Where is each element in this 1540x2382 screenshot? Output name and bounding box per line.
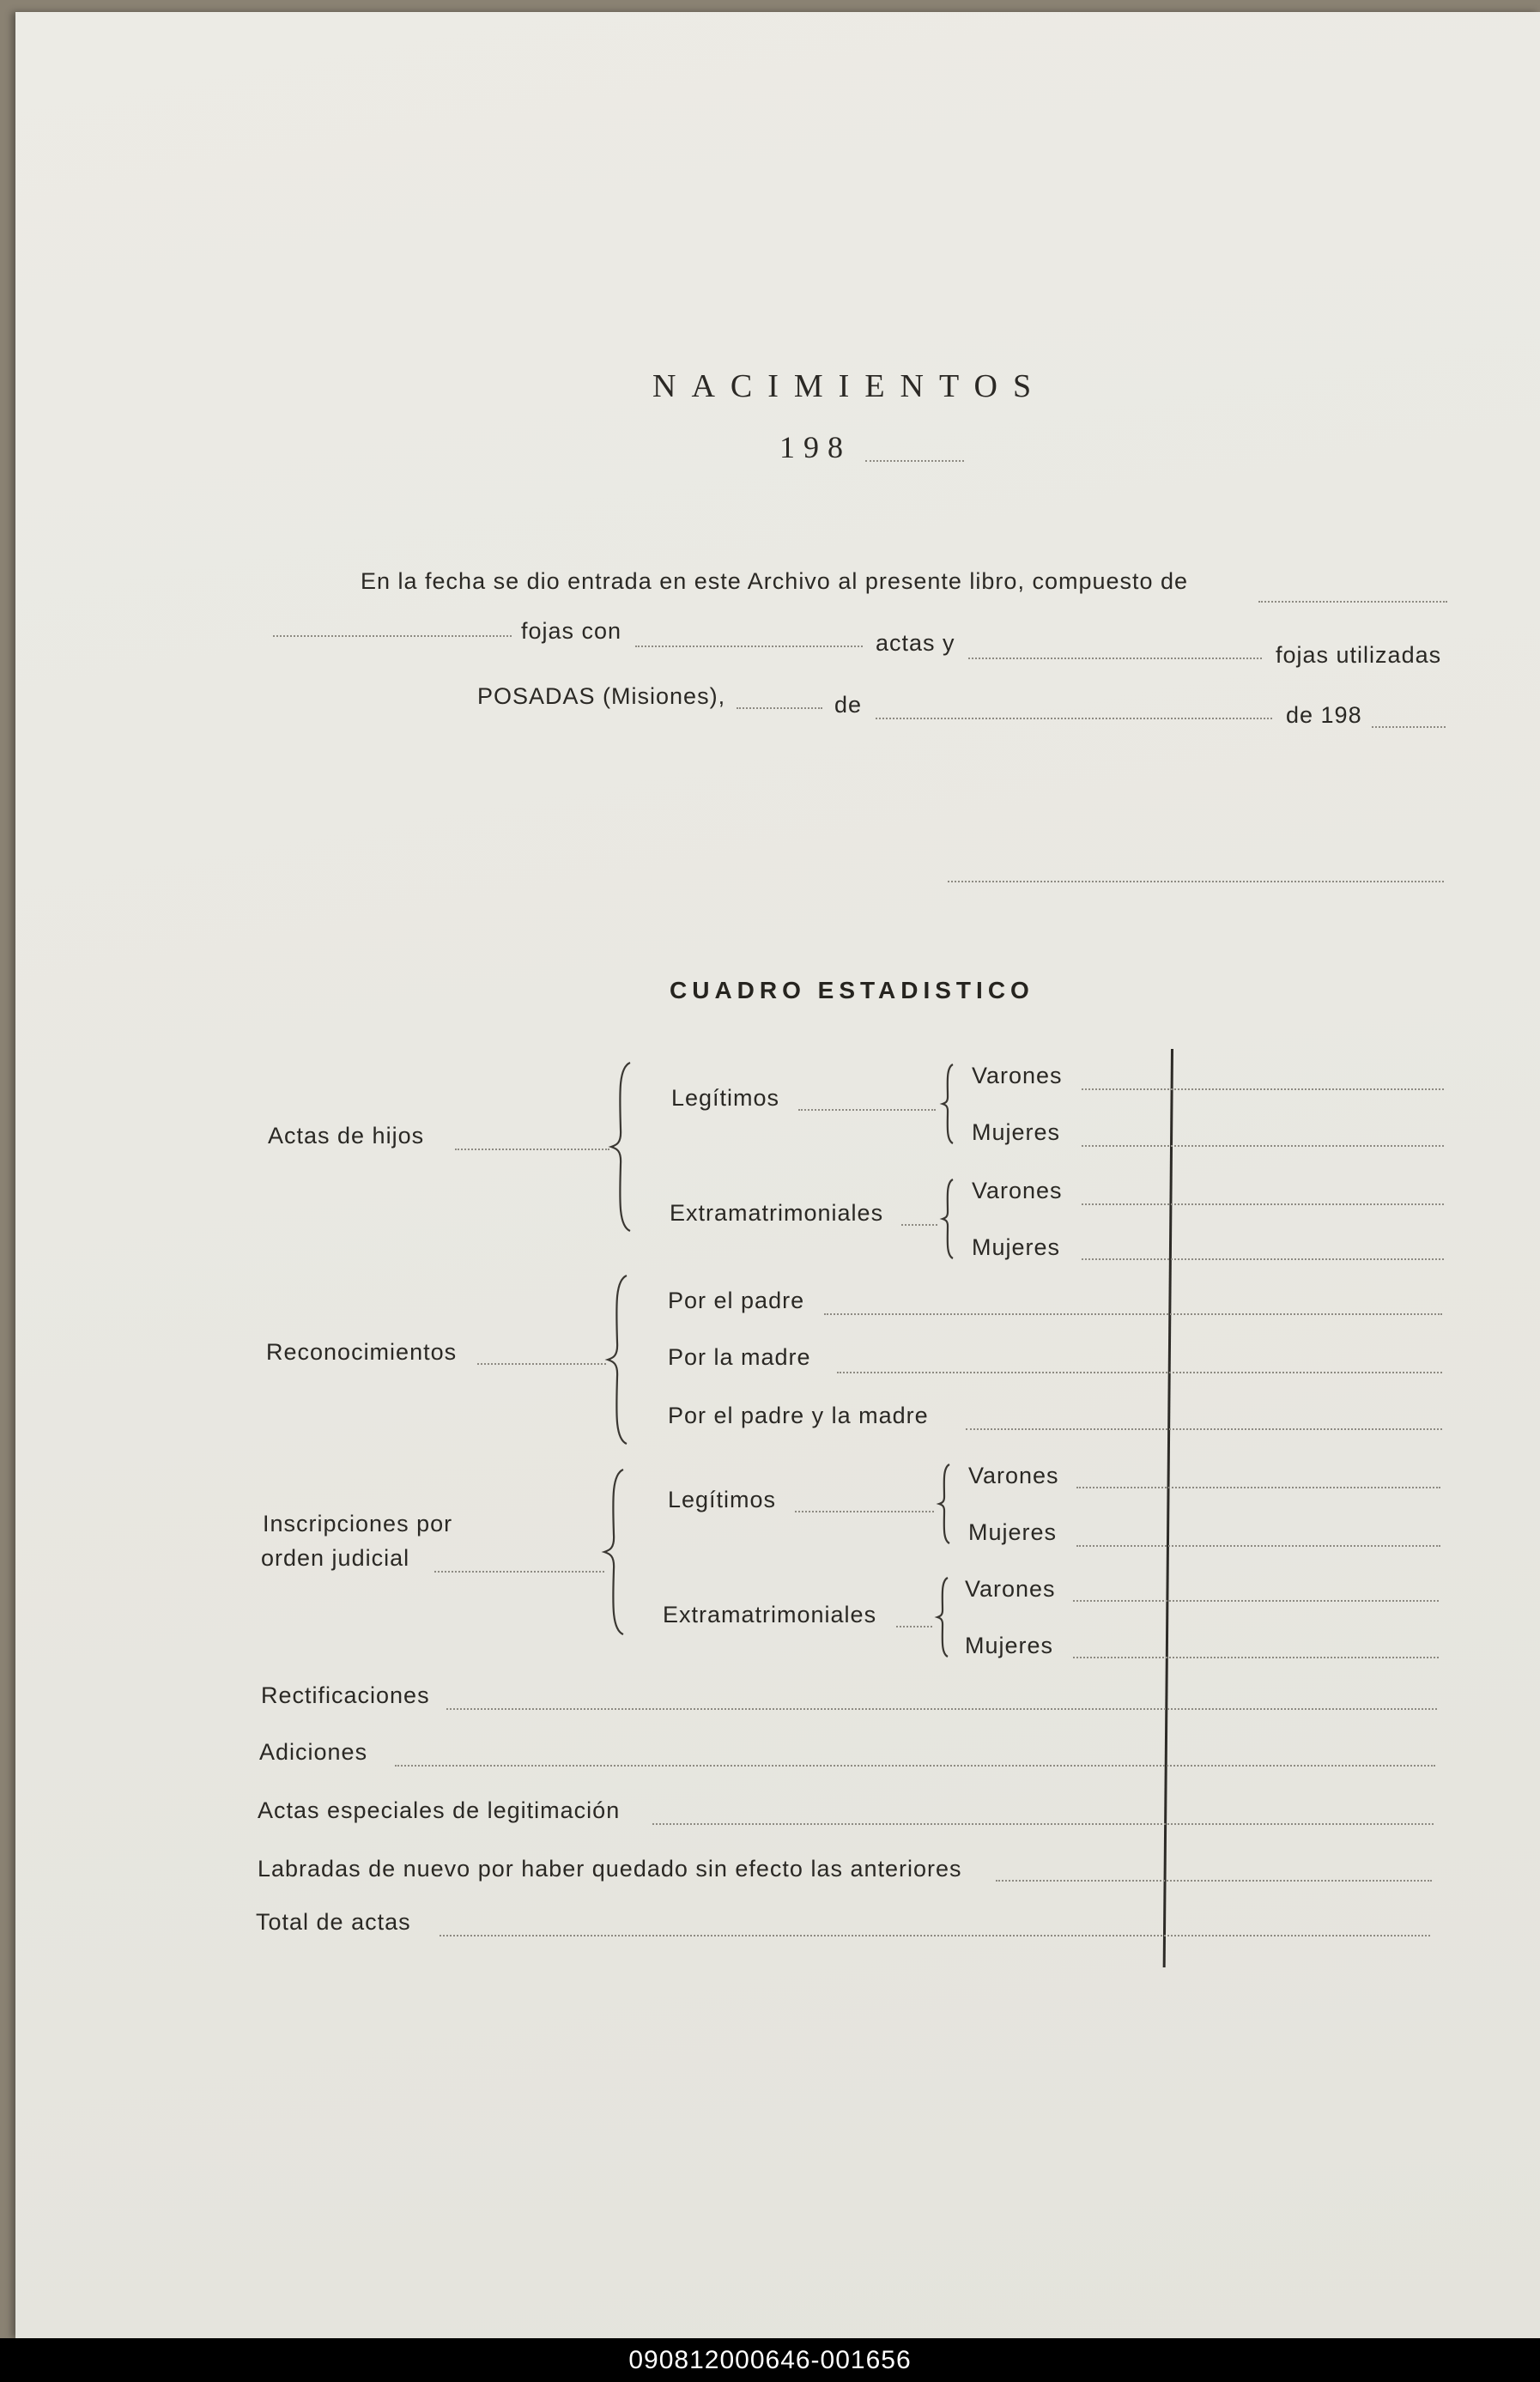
fojas-con-label: fojas con [521,618,622,644]
ins-leg-varones-label: Varones [968,1463,1059,1488]
ins-leg-mujeres-label: Mujeres [968,1519,1058,1545]
leader-dots [795,1511,934,1512]
row-actas-especiales-field[interactable] [652,1823,1434,1825]
reconocimientos-label: Reconocimientos [266,1339,458,1365]
ah-ext-varones-label: Varones [972,1178,1063,1203]
entry-line1: En la fecha se dio entrada en este Archivo al presente libro, compuesto de [361,568,1189,594]
ins-leg-varones-field[interactable] [1076,1487,1440,1488]
row-labradas-field[interactable] [996,1880,1432,1882]
ins-leg-mujeres-field[interactable] [1076,1545,1440,1547]
row-labradas-label: Labradas de nuevo por haber quedado sin efecto las anteriores [258,1856,962,1882]
ins-ext-varones-field[interactable] [1073,1600,1439,1602]
brace-actas-hijos [609,1061,635,1233]
brace-reconocimientos [606,1274,632,1446]
ah-ext-mujeres-field[interactable] [1082,1258,1444,1260]
row-total-field[interactable] [440,1935,1430,1937]
fojas-count-blank[interactable] [1258,601,1447,603]
row-total-label: Total de actas [256,1909,411,1935]
rec-madre-field[interactable] [837,1372,1442,1373]
inscripciones-label-2: orden judicial [261,1545,410,1571]
fojas-utilizadas-label: fojas utilizadas [1276,642,1442,668]
row-rectificaciones-field[interactable] [446,1708,1437,1710]
signature-line[interactable] [948,881,1444,882]
ah-legitimos-label: Legítimos [671,1085,780,1111]
leader-dots [455,1149,609,1150]
document-id: 090812000646-001656 [628,2346,912,2374]
row-actas-especiales-label: Actas especiales de legitimación [258,1797,621,1823]
leader-dots [901,1224,937,1226]
actas-hijos-label: Actas de hijos [268,1123,425,1149]
rec-madre-label: Por la madre [668,1344,811,1370]
statistics-title: CUADRO ESTADISTICO [670,977,1034,1003]
ins-ext-mujeres-label: Mujeres [965,1633,1054,1658]
row-adiciones-label: Adiciones [259,1739,368,1765]
entry-year-blank[interactable] [1372,726,1446,728]
leader-dots [798,1109,936,1111]
year-blank[interactable] [865,460,964,462]
ah-leg-varones-label: Varones [972,1063,1063,1088]
brace-ins-legitimos [937,1463,955,1545]
brace-ah-legitimos [941,1063,958,1145]
ins-legitimos-label: Legítimos [668,1487,777,1512]
month-blank[interactable] [876,718,1272,719]
ah-leg-mujeres-field[interactable] [1082,1145,1444,1147]
place-label: POSADAS (Misiones), [477,683,726,709]
rec-ambos-label: Por el padre y la madre [668,1403,929,1428]
actas-count-blank[interactable] [635,646,863,647]
form-title: NACIMIENTOS [652,368,1047,404]
ins-ext-mujeres-field[interactable] [1073,1657,1439,1658]
ah-extra-label: Extramatrimoniales [670,1200,884,1226]
ins-ext-varones-label: Varones [965,1576,1056,1602]
rec-padre-field[interactable] [824,1313,1442,1315]
leader-dots [896,1626,932,1627]
ah-ext-mujeres-label: Mujeres [972,1234,1061,1260]
inscripciones-label-1: Inscripciones por [263,1511,453,1536]
row-adiciones-field[interactable] [395,1765,1435,1767]
brace-ins-extra [936,1576,953,1658]
fojas-used-blank[interactable] [968,658,1262,659]
ins-extra-label: Extramatrimoniales [663,1602,877,1627]
brace-ah-extra [941,1178,958,1260]
brace-inscripciones [603,1468,628,1636]
ah-leg-varones-field[interactable] [1082,1088,1444,1090]
ah-leg-mujeres-label: Mujeres [972,1119,1061,1145]
row-rectificaciones-label: Rectificaciones [261,1682,430,1708]
day-blank[interactable] [737,707,822,709]
form-page [15,12,1540,2338]
leader-dots [477,1363,606,1365]
rec-padre-label: Por el padre [668,1288,805,1313]
rec-ambos-field[interactable] [966,1428,1442,1430]
de-label: de [834,692,863,718]
fojas-total-blank[interactable] [273,635,512,637]
leader-dots [434,1571,604,1573]
actas-y-label: actas y [876,630,955,656]
form-year: 198 [779,430,852,464]
de-year-label: de 198 [1286,702,1362,728]
ah-ext-varones-field[interactable] [1082,1203,1444,1205]
